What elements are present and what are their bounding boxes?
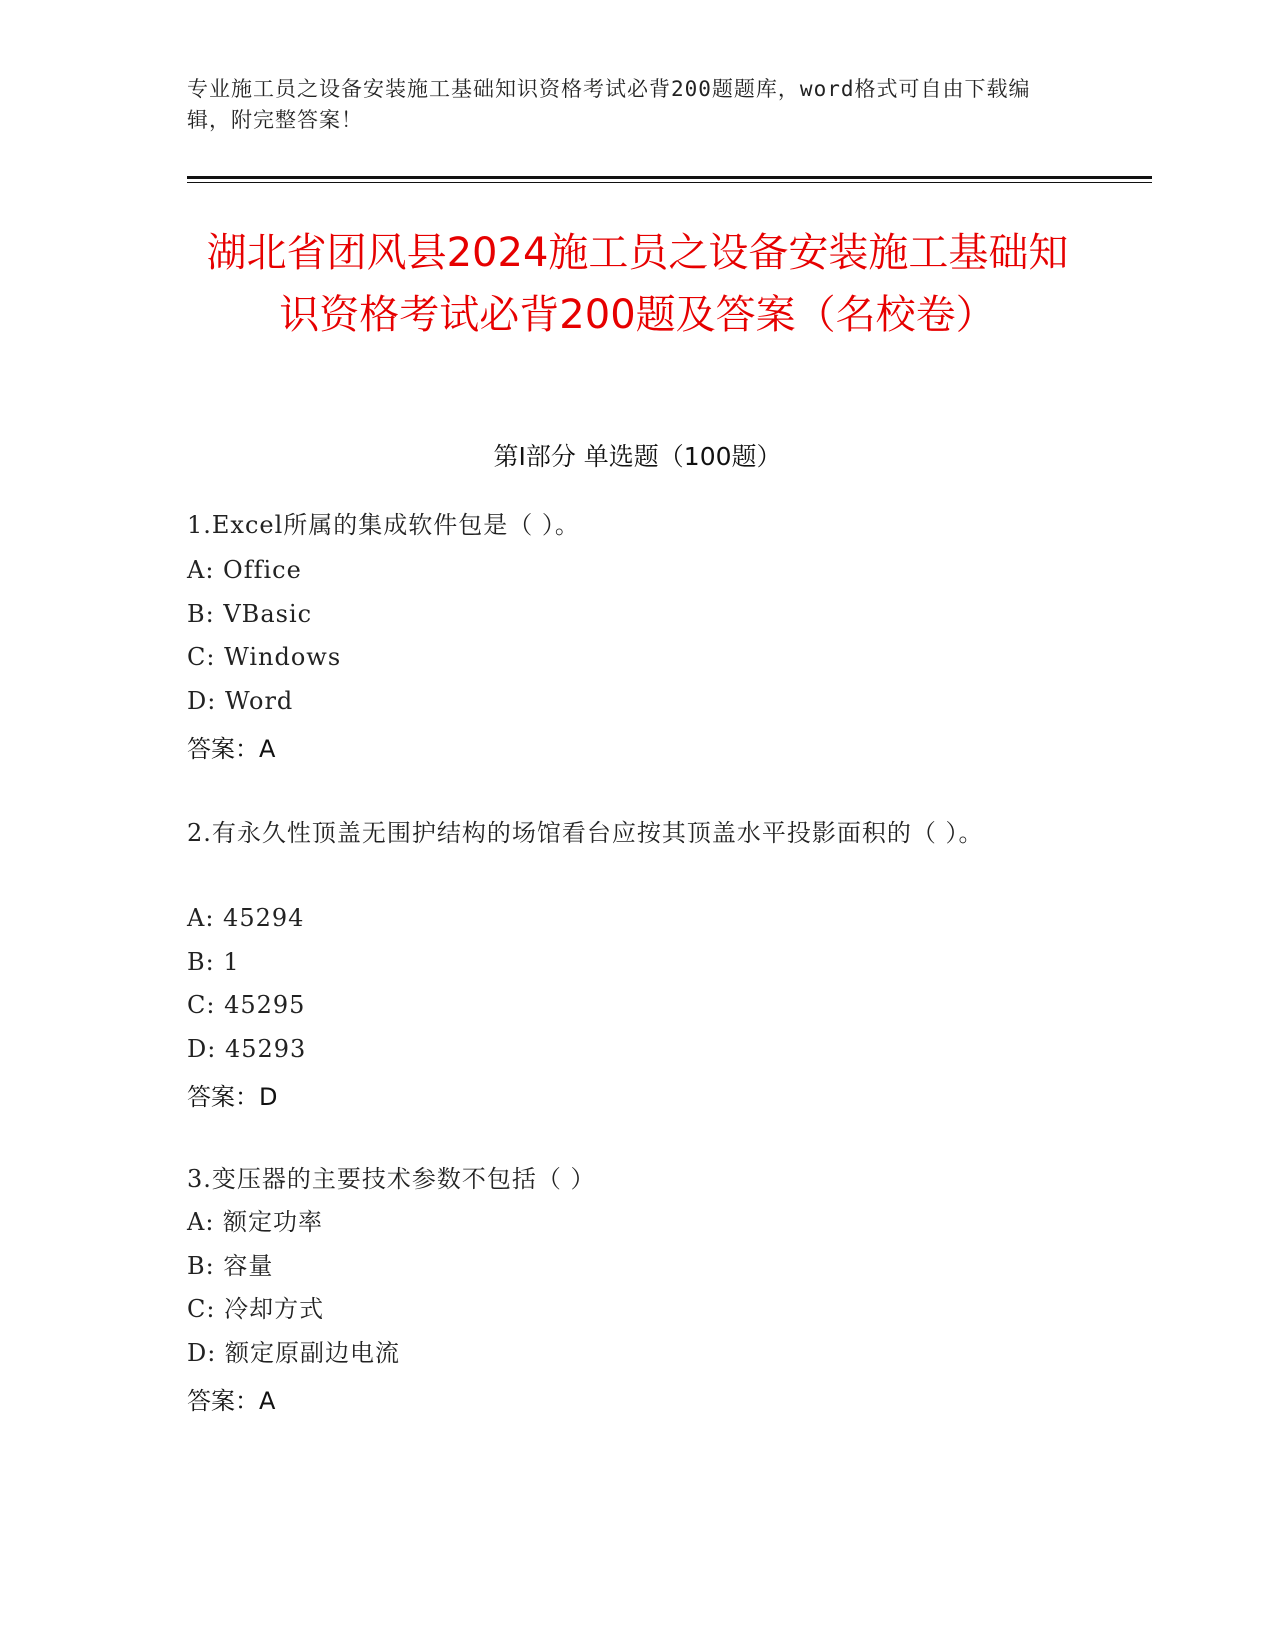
document-title: 湖北省团风县2024施工员之设备安装施工基础知识资格考试必背200题及答案（名校卷） (206, 230, 1069, 338)
question-3-option-a: A: 额定功率 (187, 1208, 324, 1236)
question-1-option-b: B: VBasic (187, 600, 313, 628)
question-2-option-d: D: 45293 (187, 1035, 307, 1063)
header-rule-thick (187, 176, 1152, 179)
question-2-option-c: C: 45295 (187, 991, 306, 1019)
question-1-option-c: C: Windows (187, 643, 342, 671)
question-3-stem: 3.变压器的主要技术参数不包括（ ） (187, 1165, 596, 1193)
question-1-answer: 答案：A (187, 735, 276, 763)
header-note: 专业施工员之设备安装施工基础知识资格考试必背200题题库，word格式可自由下载编辑，附完整答案！ (187, 77, 1031, 132)
question-2-option-a: A: 45294 (187, 904, 305, 932)
question-2-option-b: B: 1 (187, 948, 240, 976)
section-heading: 第I部分 单选题（100题） (493, 442, 782, 471)
question-3-option-c: C: 冷却方式 (187, 1295, 325, 1323)
header-rule-thin (187, 182, 1152, 183)
question-3-option-d: D: 额定原副边电流 (187, 1339, 400, 1367)
question-2-stem: 2.有永久性顶盖无围护结构的场馆看台应按其顶盖水平投影面积的（ ）。 (187, 819, 984, 847)
question-1-option-a: A: Office (187, 556, 302, 584)
question-1-stem: 1.Excel所属的集成软件包是（ ）。 (187, 511, 580, 539)
question-2-answer: 答案：D (187, 1083, 278, 1111)
question-3-answer: 答案：A (187, 1387, 276, 1415)
question-3-option-b: B: 容量 (187, 1252, 274, 1280)
question-1-option-d: D: Word (187, 687, 294, 715)
